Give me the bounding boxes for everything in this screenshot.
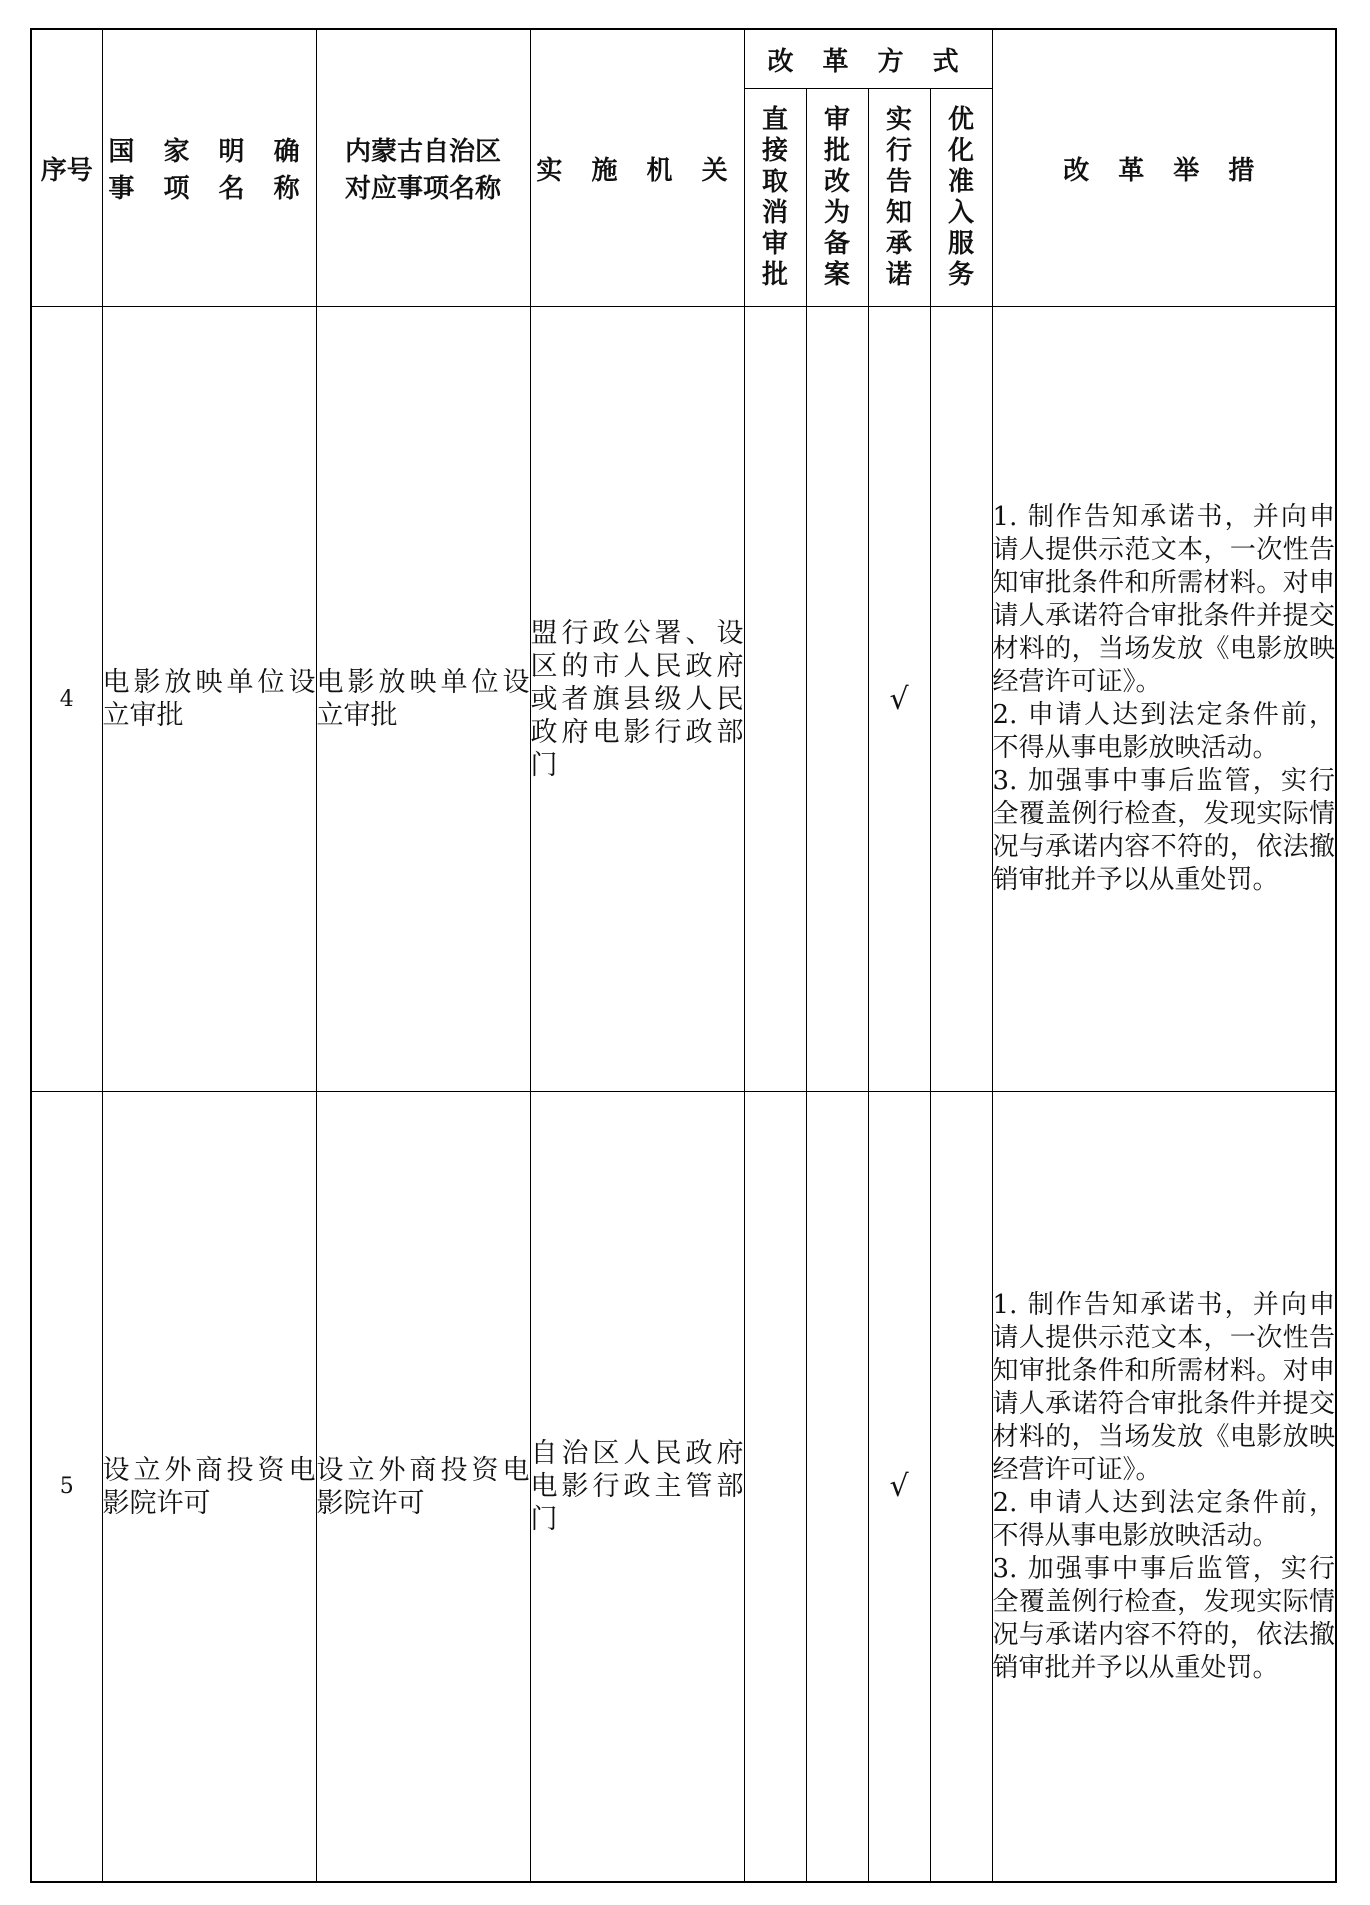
header-region-name <box>316 29 530 307</box>
header-org: 实 施 机 关 <box>530 29 744 307</box>
mark-cancel <box>744 1092 806 1883</box>
header-seq: 序号 <box>31 29 102 307</box>
seq-cell: 4 <box>31 307 102 1092</box>
national-name-cell: 电影放映单位设立审批 <box>102 307 316 1092</box>
header-method-optimize: 优 化 准 入 服 务 <box>930 89 992 307</box>
measure-item: 3. 加强事中事后监管，实行全覆盖例行检查，发现实际情况与承诺内容不符的，依法撤销审批并予以从重处罚。 <box>992 766 1336 895</box>
mark-promise: √ <box>868 1092 930 1883</box>
header-method-promise: 实 行 告 知 承 诺 <box>868 89 930 307</box>
measure-item: 2. 申请人达到法定条件前，不得从事电影放映活动。 <box>992 700 1336 763</box>
national-name-cell: 设立外商投资电影院许可 <box>102 1092 316 1883</box>
header-region-name-line1: 内蒙古自治区 <box>344 137 501 167</box>
measure-item: 1. 制作告知承诺书，并向申请人提供示范文本，一次性告知审批条件和所需材料。对申请人承诺符合审批条件并提交材料的，当场发放《电影放映经营许可证》。 <box>992 1289 1336 1485</box>
header-method-filing: 审 批 改 为 备 案 <box>806 89 868 307</box>
mark-cancel <box>744 307 806 1092</box>
header-region-name-line2: 对应事项名称 <box>344 174 501 204</box>
header-national-name <box>102 29 316 307</box>
header-measures: 改 革 举 措 <box>992 29 1336 307</box>
mark-filing <box>806 307 868 1092</box>
org-cell: 自治区人民政府电影行政主管部门 <box>530 1092 744 1883</box>
header-reform-method: 改 革 方 式 <box>744 29 992 89</box>
header-row-1 <box>31 29 1336 89</box>
seq-cell: 5 <box>31 1092 102 1883</box>
header-national-name-line2: 事 项 名 称 <box>108 174 310 204</box>
table-row <box>31 307 1336 1092</box>
mark-optimize <box>930 1092 992 1883</box>
measures-cell <box>992 1092 1336 1883</box>
measure-item: 2. 申请人达到法定条件前，不得从事电影放映活动。 <box>992 1487 1336 1551</box>
mark-promise: √ <box>868 307 930 1092</box>
reform-table <box>30 28 1337 1883</box>
region-name-cell: 电影放映单位设立审批 <box>316 307 530 1092</box>
table-row <box>31 1092 1336 1883</box>
mark-filing <box>806 1092 868 1883</box>
header-method-cancel: 直 接 取 消 审 批 <box>744 89 806 307</box>
mark-optimize <box>930 307 992 1092</box>
measure-item: 1. 制作告知承诺书，并向申请人提供示范文本，一次性告知审批条件和所需材料。对申请人承诺符合审批条件并提交材料的，当场发放《电影放映经营许可证》。 <box>992 502 1336 697</box>
region-name-cell: 设立外商投资电影院许可 <box>316 1092 530 1883</box>
measure-item: 3. 加强事中事后监管，实行全覆盖例行检查，发现实际情况与承诺内容不符的，依法撤销审批并予以从重处罚。 <box>992 1553 1336 1683</box>
measures-cell <box>992 307 1336 1092</box>
org-cell: 盟行政公署、设区的市人民政府或者旗县级人民政府电影行政部门 <box>530 307 744 1092</box>
header-national-name-line1: 国 家 明 确 <box>108 137 310 167</box>
